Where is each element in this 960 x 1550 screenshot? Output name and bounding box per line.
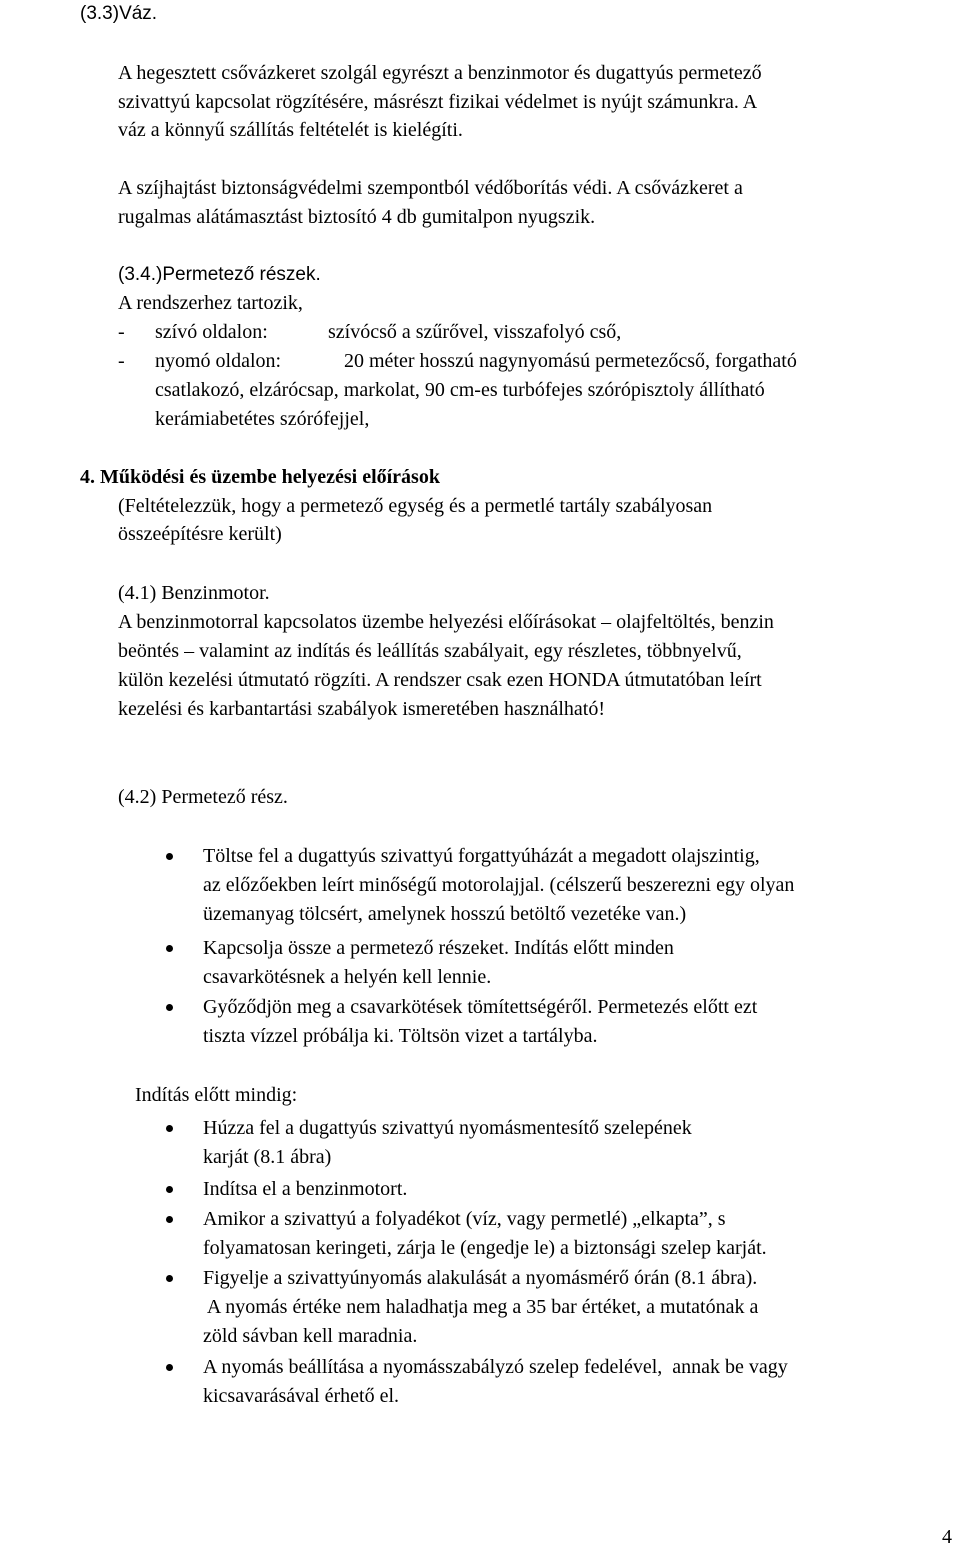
list-item: az előzőekben leírt minőségű motorolajjal. (célszerű beszerezni egy olyan — [203, 874, 795, 896]
subsection-heading: (4.2) Permetező rész. — [118, 786, 288, 808]
start-label: Indítás előtt mindig: — [135, 1084, 298, 1106]
item-continuation: kerámiabetétes szórófejjel, — [155, 408, 370, 430]
item-continuation: csatlakozó, elzárócsap, markolat, 90 cm-es turbófejes szórópisztoly állítható — [155, 379, 765, 401]
item-text: szívócső a szűrővel, visszafolyó cső, — [328, 321, 622, 343]
list-item: Indítsa el a benzinmotort. — [203, 1178, 408, 1200]
dash-marker: - — [118, 321, 125, 343]
paragraph-line: A szíjhajtást biztonságvédelmi szempontból védőborítás védi. A csővázkeret a — [118, 177, 743, 199]
list-item: Kapcsolja össze a permetező részeket. Indítás előtt minden — [203, 937, 674, 959]
section-heading: (3.3)Váz. — [80, 3, 158, 24]
paragraph-line: kezelési és karbantartási szabályok ismeretében használható! — [118, 698, 606, 720]
dash-marker: - — [118, 350, 125, 372]
bullet-icon — [166, 945, 173, 952]
bullet-icon — [166, 1125, 173, 1132]
note-line: (Feltételezzük, hogy a permetező egység és a permetlé tartály szabályosan — [118, 495, 713, 517]
list-item: Töltse fel a dugattyús szivattyú forgattyúházát a megadott olajszintig, — [203, 845, 760, 867]
section-heading: (3.4.)Permetező részek. — [118, 264, 321, 285]
subsection-heading: (4.1) Benzinmotor. — [118, 582, 270, 604]
intro-line: A rendszerhez tartozik, — [118, 292, 303, 314]
paragraph-line: váz a könnyű szállítás feltételét is kielégíti. — [118, 119, 463, 141]
bullet-icon — [166, 853, 173, 860]
list-item: kicsavarásával érhető el. — [203, 1385, 400, 1407]
bullet-icon — [166, 1364, 173, 1371]
list-item: Győződjön meg a csavarkötések tömítettségéről. Permetezés előtt ezt — [203, 996, 758, 1018]
list-item: zöld sávban kell maradnia. — [203, 1325, 418, 1347]
section-heading: 4. Működési és üzembe helyezési előírások — [80, 466, 440, 488]
list-item: tiszta vízzel próbálja ki. Töltsön vizet a tartályba. — [203, 1025, 598, 1047]
bullet-icon — [166, 1186, 173, 1193]
list-item: A nyomás beállítása a nyomásszabályzó szelep fedelével, annak be vagy — [203, 1356, 788, 1378]
paragraph-line: beöntés – valamint az indítás és leállítás szabályait, egy részletes, többnyelvű, — [118, 640, 742, 662]
note-line: összeépítésre került) — [118, 523, 282, 545]
list-item: A nyomás értéke nem haladhatja meg a 35 bar értéket, a mutatónak a — [203, 1296, 759, 1318]
bullet-icon — [166, 1275, 173, 1282]
paragraph-line: rugalmas alátámasztást biztosító 4 db gumitalpon nyugszik. — [118, 206, 596, 228]
item-label: nyomó oldalon: — [155, 350, 282, 372]
paragraph-line: A benzinmotorral kapcsolatos üzembe helyezési előírásokat – olajfeltöltés, benzin — [118, 611, 774, 633]
bullet-icon — [166, 1216, 173, 1223]
page-number: 4 — [942, 1526, 952, 1548]
list-item: Figyelje a szivattyúnyomás alakulását a nyomásmérő órán (8.1 ábra). — [203, 1267, 758, 1289]
list-item: Amikor a szivattyú a folyadékot (víz, vagy permetlé) „elkapta”, s — [203, 1208, 726, 1230]
bullet-icon — [166, 1004, 173, 1011]
list-item: üzemanyag tölcsért, amelynek hosszú betöltő vezetéke van.) — [203, 903, 687, 925]
paragraph-line: szivattyú kapcsolat rögzítésére, másrészt fizikai védelmet is nyújt számunkra. A — [118, 91, 758, 113]
item-label: szívó oldalon: — [155, 321, 268, 343]
list-item: karját (8.1 ábra) — [203, 1146, 332, 1168]
list-item: Húzza fel a dugattyús szivattyú nyomásmentesítő szelepének — [203, 1117, 692, 1139]
paragraph-line: külön kezelési útmutató rögzíti. A rendszer csak ezen HONDA útmutatóban leírt — [118, 669, 762, 691]
list-item: folyamatosan keringeti, zárja le (engedje le) a biztonsági szelep karját. — [203, 1237, 767, 1259]
item-text: 20 méter hosszú nagynyomású permetezőcső, forgatható — [344, 350, 797, 372]
paragraph-line: A hegesztett csővázkeret szolgál egyrészt a benzinmotor és dugattyús permetező — [118, 62, 762, 84]
list-item: csavarkötésnek a helyén kell lennie. — [203, 966, 492, 988]
